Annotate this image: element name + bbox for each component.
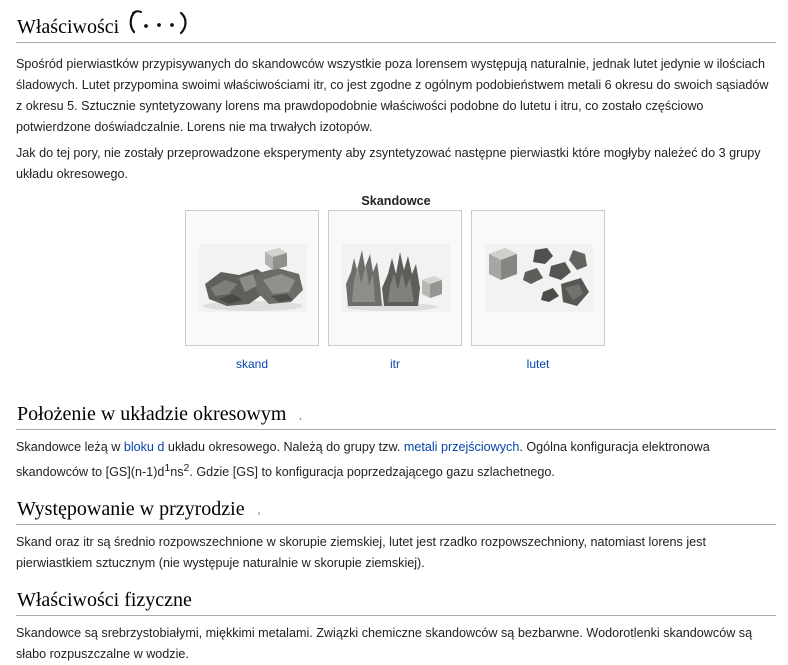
- position-text-5: . Gdzie [GS] to konfiguracja poprzedzającego gazu szlachetnego.: [189, 465, 555, 480]
- article-content: [16, 0, 776, 665]
- yttrium-sample-image[interactable]: [342, 244, 450, 312]
- scandium-sample-image[interactable]: [199, 244, 307, 312]
- gallery-frame[interactable]: [185, 210, 319, 346]
- pen-mark: [298, 412, 304, 422]
- properties-paragraph-2: Jak do tej pory, nie zostały przeprowadzone eksperymenty aby zsyntetyzować następne pierwiastki które mogłyby należeć do 3 grupy układu okresowego.: [16, 146, 761, 181]
- section-heading-physical: [16, 588, 776, 616]
- pen-mark: [257, 507, 263, 517]
- section-heading-occurrence-text: Występowanie w przyrodzie: [17, 498, 245, 521]
- superscript-2: 2: [183, 462, 190, 474]
- lutetium-sample-image[interactable]: [485, 244, 593, 312]
- position-paragraph: [16, 437, 776, 483]
- gallery-label-yttrium[interactable]: [328, 357, 462, 371]
- lutetium-link[interactable]: lutet: [526, 357, 550, 371]
- section-heading-position-text: Położenie w układzie okresowym: [17, 403, 287, 425]
- yttrium-link[interactable]: itr: [390, 357, 400, 371]
- position-text-2: układu okresowego. Należą do grupy tzw.: [164, 440, 404, 454]
- gallery-item-lutetium: [471, 210, 605, 371]
- handwritten-scribble: [129, 9, 191, 35]
- gallery-label-lutetium[interactable]: [471, 357, 605, 371]
- properties-paragraph-1: Spośród pierwiastków przypisywanych do skandowców wszystkie poza lorensem występują naturalnie, jednak lutet jedynie w ilościach śladowych. Lutet przypomina swoimi właściwościami itr, co jest zgodne z ogólnym podobieństwem metali 6 okresu do swoich sąsiadów z okresu 5. Sztucznie syntetyzowany lorens ma prawdopodobnie właściwości podobne do lutetu i itru, co zostało częściowo potwierdzone doświadczalnie. Lorens nie ma trwałych izotopów.: [16, 57, 769, 134]
- gallery-frame[interactable]: [328, 210, 462, 346]
- superscript-1: 1: [164, 462, 171, 474]
- occurrence-paragraph: Skand oraz itr są średnio rozpowszechnione w skorupie ziemskiej, lutet jest rzadko rozpowszechniony, natomiast lorens jest pierwiastkiem sztucznym (nie występuje naturalnie w skorupie ziemskiej).: [16, 535, 706, 571]
- physical-paragraph: Skandowce są srebrzystobiałymi, miękkimi metalami. Związki chemiczne skandowców są bezbarwne. Wodorotlenki skandowców są słabo rozpuszczalne w wodzie.: [16, 626, 753, 662]
- section-heading-properties: [16, 9, 776, 43]
- gallery-caption: Skandowce: [361, 194, 431, 208]
- gallery-item-scandium: [185, 210, 319, 371]
- d-block-link[interactable]: bloku d: [123, 440, 165, 454]
- position-text-4: ns: [170, 465, 184, 480]
- position-text-3: . Ogólna konfiguracja elektronowa skandowców to [GS](n-1)d: [16, 440, 710, 480]
- scandium-link[interactable]: skand: [235, 357, 269, 371]
- section-heading-properties-text: Właściwości: [17, 16, 120, 38]
- image-gallery: [16, 210, 776, 382]
- transition-metals-link[interactable]: metali przejściowych: [403, 440, 520, 454]
- section-heading-physical-text: Właściwości fizyczne: [17, 589, 192, 612]
- gallery-label-scandium[interactable]: [185, 357, 319, 371]
- position-text-1: Skandowce leżą w: [16, 440, 124, 454]
- gallery-item-yttrium: [328, 210, 462, 371]
- gallery-frame[interactable]: [471, 210, 605, 346]
- section-heading-position: [16, 402, 776, 430]
- section-heading-occurrence: [16, 497, 776, 525]
